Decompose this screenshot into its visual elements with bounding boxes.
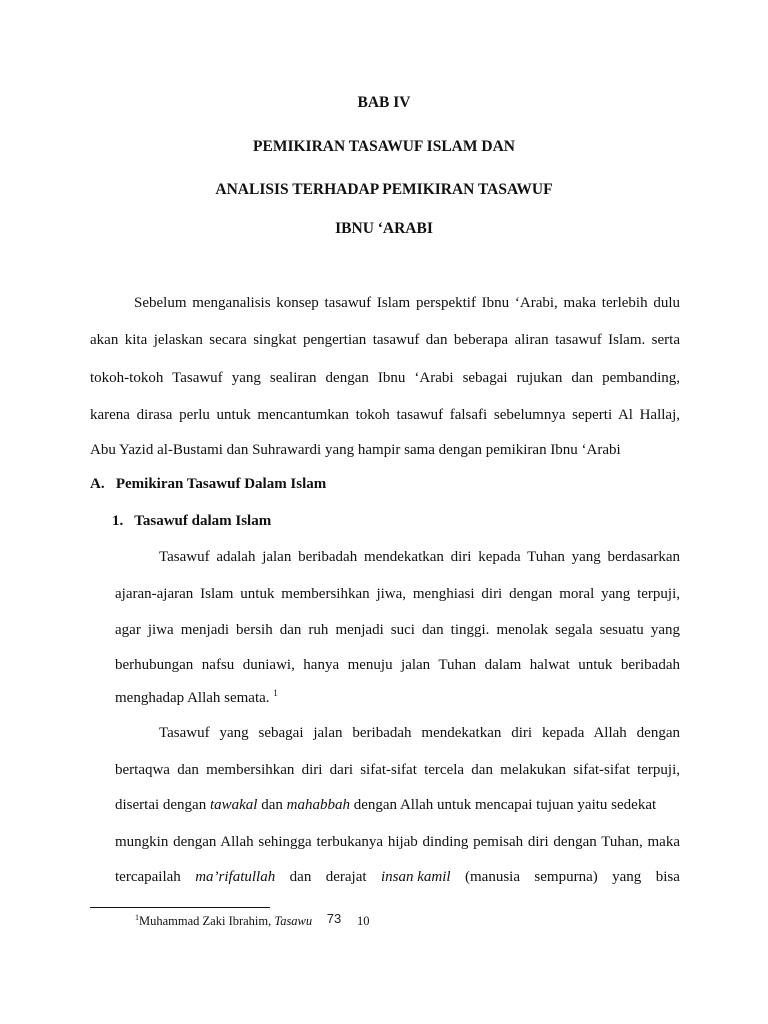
para2-line-3-a: disertai dengan — [115, 797, 210, 813]
chapter-title-line-1: PEMIKIRAN TASAWUF ISLAM DAN — [253, 138, 515, 155]
para2-line-5-f: (manusia — [465, 869, 520, 885]
para1-line-1: Tasawuf adalah jalan beribadah mendekatkan diri kepada Tuhan yang berdasarkan — [159, 549, 680, 565]
term-tawakal: tawakal — [209, 797, 258, 813]
para2-line-1: Tasawuf yang sebagai jalan beribadah mendekatkan diri kepada Allah dengan — [159, 725, 680, 741]
para2-line-5 — [115, 867, 680, 887]
page-number: 73 — [316, 910, 352, 928]
para2-line-4: mungkin dengan Allah sehingga terbukanya hijab dinding pemisah diri dengan Tuhan, maka — [115, 834, 680, 850]
term-insan-kamil: insan kamil — [380, 869, 451, 885]
para2-line-5-i: bisa — [655, 869, 680, 885]
footnote-marker: 1 — [135, 912, 139, 922]
chapter-heading: BAB IV — [357, 94, 411, 111]
para2-line-3-e: dengan Allah untuk mencapai tujuan yaitu sedekat — [349, 797, 657, 813]
para1-line-2: ajaran-ajaran Islam untuk membersihkan jiwa, menghiasi diri dengan moral yang terpuji, — [115, 586, 680, 602]
para2-line-3-c: dan — [257, 797, 287, 813]
footnote-reference: 1 — [273, 688, 278, 698]
term-marifatullah: ma’rifatullah — [195, 869, 276, 885]
footnote-text — [135, 913, 312, 929]
footnote-author: Muhammad Zaki Ibrahim, — [139, 914, 275, 928]
term-mahabbah: mahabbah — [286, 797, 350, 813]
para2-line-2: bertaqwa dan membersihkan diri dari sifat-sifat tercela dan melakukan sifat-sifat terpuji, — [115, 762, 680, 778]
intro-line-3: tokoh-tokoh Tasawuf yang sealiran dengan Ibnu ‘Arabi sebagai rujukan dan pembanding, — [90, 370, 680, 386]
para1-line-4: berhubungan nafsu duniawi, hanya menuju jalan Tuhan dalam halwat untuk beribadah — [115, 657, 680, 673]
para2-line-5-g: sempurna) — [534, 869, 598, 885]
para1-line-5 — [115, 688, 278, 708]
subsection-heading-1: 1. Tasawuf dalam Islam — [112, 513, 272, 529]
chapter-title-line-3: IBNU ‘ARABI — [335, 220, 433, 237]
chapter-title-line-2: ANALISIS TERHADAP PEMIKIRAN TASAWUF — [215, 181, 553, 198]
para2-line-3 — [115, 795, 680, 815]
intro-line-4: karena dirasa perlu untuk mencantumkan tokoh tasawuf falsafi sebelumnya seperti Al Hallaj, — [90, 407, 680, 423]
footnote-separator — [90, 907, 270, 908]
para1-line-5-text: menghadap Allah semata. — [115, 690, 270, 706]
footnote-book-title: Tasawu — [274, 914, 313, 928]
footnote-page-ref: 10 — [357, 914, 370, 928]
intro-line-2: akan kita jelaskan secara singkat pengertian tasawuf dan beberapa aliran tasawuf Islam. serta — [90, 332, 680, 348]
para2-line-5-a: tercapailah — [115, 869, 181, 885]
para2-line-5-c: dan — [289, 869, 312, 885]
para1-line-3: agar jiwa menjadi bersih dan ruh menjadi suci dan tinggi. menolak segala sesuatu yang — [115, 622, 680, 638]
intro-line-5: Abu Yazid al-Bustami dan Suhrawardi yang hampir sama dengan pemikiran Ibnu ‘Arabi — [90, 442, 621, 458]
para2-line-5-d: derajat — [325, 869, 367, 885]
para2-line-5-h: yang — [612, 869, 642, 885]
section-heading-a: A. Pemikiran Tasawuf Dalam Islam — [90, 476, 327, 492]
intro-line-1: Sebelum menganalisis konsep tasawuf Islam perspektif Ibnu ‘Arabi, maka terlebih dulu — [134, 295, 680, 311]
